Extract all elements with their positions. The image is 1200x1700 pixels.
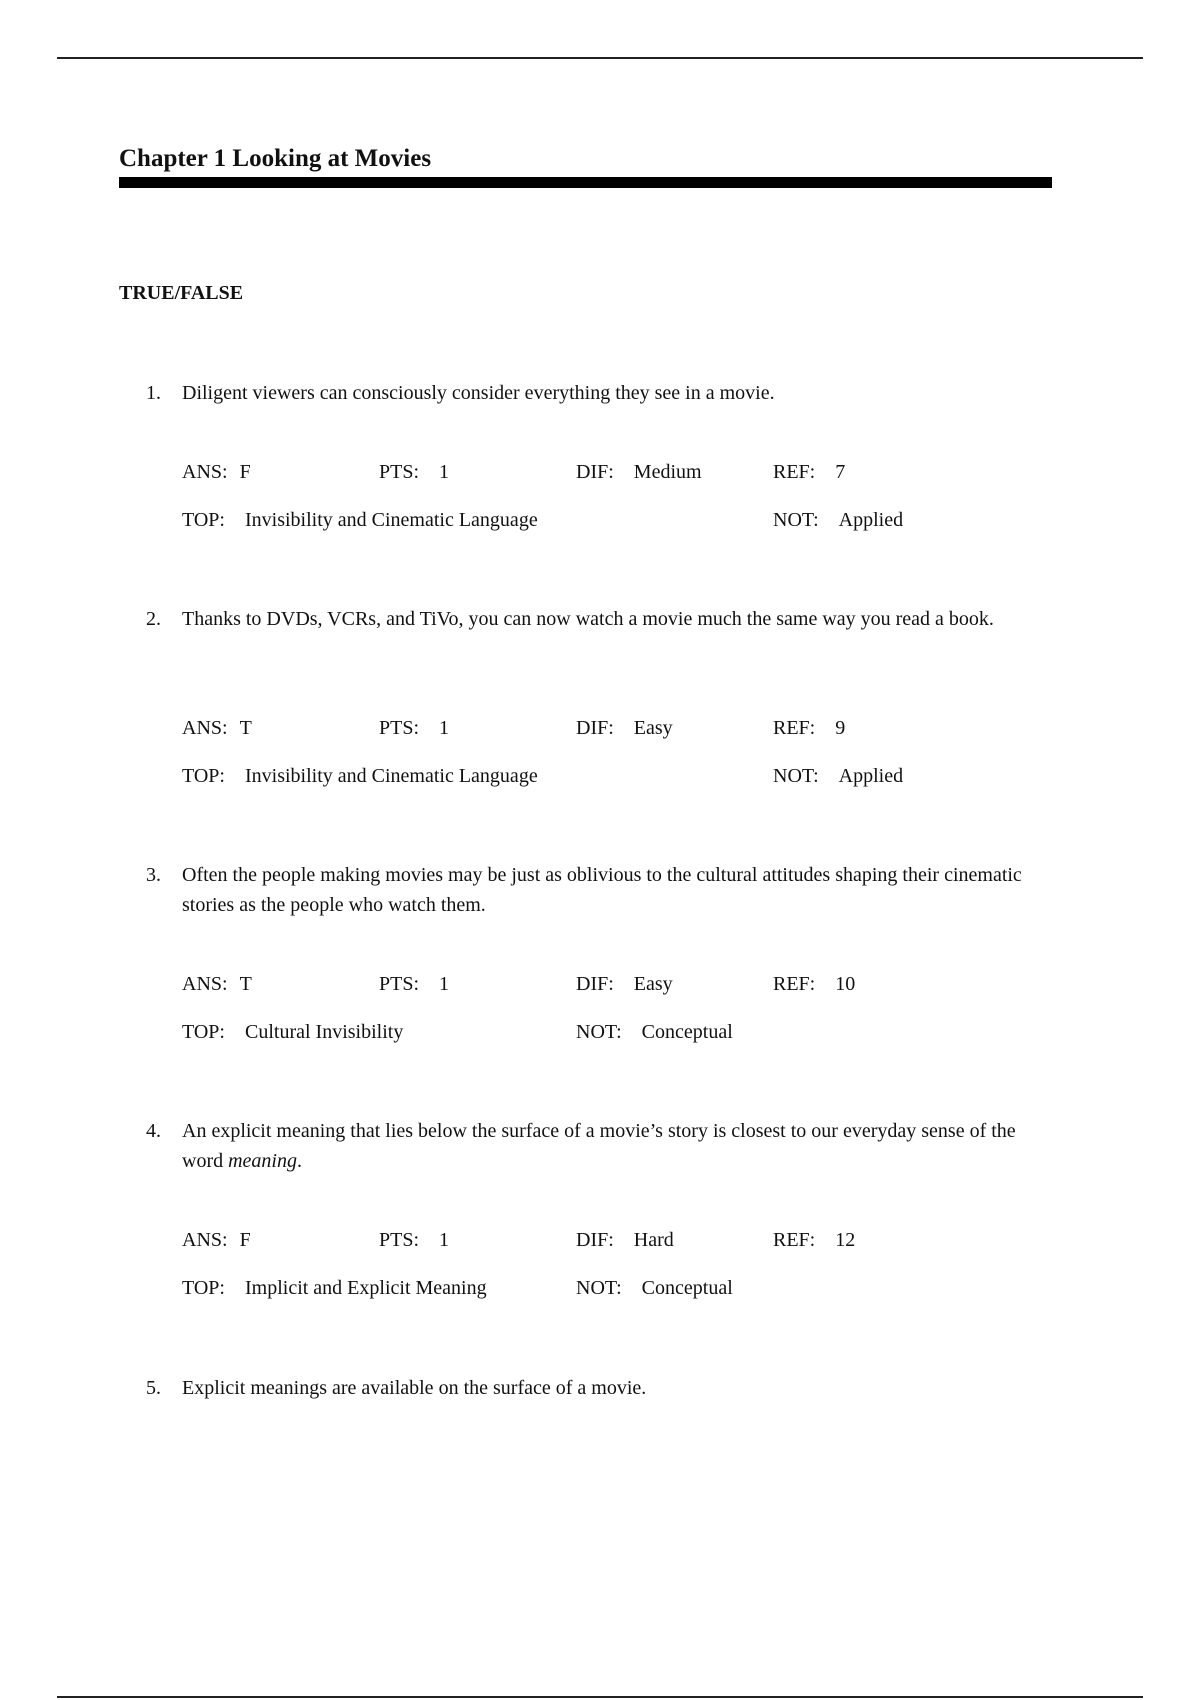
top-value: Implicit and Explicit Meaning	[244, 1277, 487, 1299]
points-field	[379, 458, 449, 486]
pts-label: PTS:	[379, 717, 420, 739]
pts-label: PTS:	[379, 1229, 420, 1251]
topic-field	[182, 1018, 403, 1046]
difficulty-field	[576, 970, 673, 998]
title-underline-bar	[119, 177, 1052, 188]
ref-label: REF:	[773, 1229, 816, 1251]
not-label: NOT:	[773, 509, 819, 531]
ans-value: T	[239, 717, 252, 739]
reference-field	[773, 458, 845, 486]
not-value: Conceptual	[641, 1021, 733, 1043]
top-value: Invisibility and Cinematic Language	[244, 765, 538, 787]
footer-rule	[57, 1696, 1143, 1698]
top-label: TOP:	[182, 765, 225, 787]
points-field	[379, 714, 449, 742]
top-label: TOP:	[182, 1021, 225, 1043]
difficulty-field	[576, 458, 702, 486]
ans-value: F	[239, 1229, 251, 1251]
not-label: NOT:	[576, 1021, 622, 1043]
dif-label: DIF:	[576, 461, 614, 483]
not-value: Applied	[838, 509, 904, 531]
question-number: 2.	[146, 608, 161, 630]
ref-label: REF:	[773, 973, 816, 995]
section-heading: TRUE/FALSE	[119, 282, 244, 304]
dif-label: DIF:	[576, 717, 614, 739]
ans-label: ANS:	[182, 1229, 228, 1251]
question-text-main: An explicit meaning that lies below the surface of a movie’s story is closest to our everyday sense of the word	[182, 1120, 1016, 1172]
answer-field	[182, 714, 252, 742]
dif-value: Hard	[633, 1229, 674, 1251]
answer-field	[182, 1226, 251, 1254]
question-text: Diligent viewers can consciously consider everything they see in a movie.	[182, 382, 775, 404]
question-text-emphasis: meaning	[228, 1150, 297, 1172]
top-label: TOP:	[182, 1277, 225, 1299]
not-label: NOT:	[576, 1277, 622, 1299]
question-text: Explicit meanings are available on the surface of a movie.	[182, 1377, 647, 1399]
ans-value: F	[239, 461, 251, 483]
pts-label: PTS:	[379, 461, 420, 483]
question-number: 3.	[146, 864, 161, 886]
reference-field	[773, 1226, 855, 1254]
ans-value: T	[239, 973, 252, 995]
topic-field	[182, 506, 538, 534]
dif-label: DIF:	[576, 973, 614, 995]
points-field	[379, 1226, 449, 1254]
topic-field	[182, 762, 538, 790]
question-number: 4.	[146, 1120, 161, 1142]
dif-value: Medium	[633, 461, 702, 483]
question-number: 1.	[146, 382, 161, 404]
pts-value: 1	[439, 461, 450, 483]
difficulty-field	[576, 714, 673, 742]
ref-value: 7	[835, 461, 846, 483]
notes-field	[773, 506, 903, 534]
question-text-end: .	[297, 1150, 302, 1172]
points-field	[379, 970, 449, 998]
reference-field	[773, 714, 845, 742]
chapter-title: Chapter 1 Looking at Movies	[119, 145, 432, 172]
question-text: Thanks to DVDs, VCRs, and TiVo, you can now watch a movie much the same way you read a book.	[182, 608, 994, 630]
dif-value: Easy	[633, 717, 673, 739]
topic-field	[182, 1274, 487, 1302]
pts-value: 1	[439, 973, 450, 995]
dif-value: Easy	[633, 973, 673, 995]
not-label: NOT:	[773, 765, 819, 787]
difficulty-field	[576, 1226, 674, 1254]
top-label: TOP:	[182, 509, 225, 531]
question-text: Often the people making movies may be just as oblivious to the cultural attitudes shaping their cinematic stories as the people who watch them.	[182, 864, 1022, 916]
ans-label: ANS:	[182, 973, 228, 995]
pts-value: 1	[439, 717, 450, 739]
not-value: Applied	[838, 765, 904, 787]
pts-label: PTS:	[379, 973, 420, 995]
dif-label: DIF:	[576, 1229, 614, 1251]
answer-field	[182, 970, 252, 998]
top-value: Invisibility and Cinematic Language	[244, 509, 538, 531]
ref-value: 12	[835, 1229, 856, 1251]
top-value: Cultural Invisibility	[244, 1021, 404, 1043]
notes-field	[773, 762, 903, 790]
ref-value: 10	[835, 973, 856, 995]
not-value: Conceptual	[641, 1277, 733, 1299]
notes-field	[576, 1018, 733, 1046]
answer-field	[182, 458, 251, 486]
reference-field	[773, 970, 855, 998]
ref-label: REF:	[773, 461, 816, 483]
notes-field	[576, 1274, 733, 1302]
question-number: 5.	[146, 1377, 161, 1399]
ans-label: ANS:	[182, 717, 228, 739]
header-rule	[57, 57, 1143, 59]
pts-value: 1	[439, 1229, 450, 1251]
ans-label: ANS:	[182, 461, 228, 483]
ref-label: REF:	[773, 717, 816, 739]
question-text	[182, 1116, 1057, 1176]
ref-value: 9	[835, 717, 846, 739]
